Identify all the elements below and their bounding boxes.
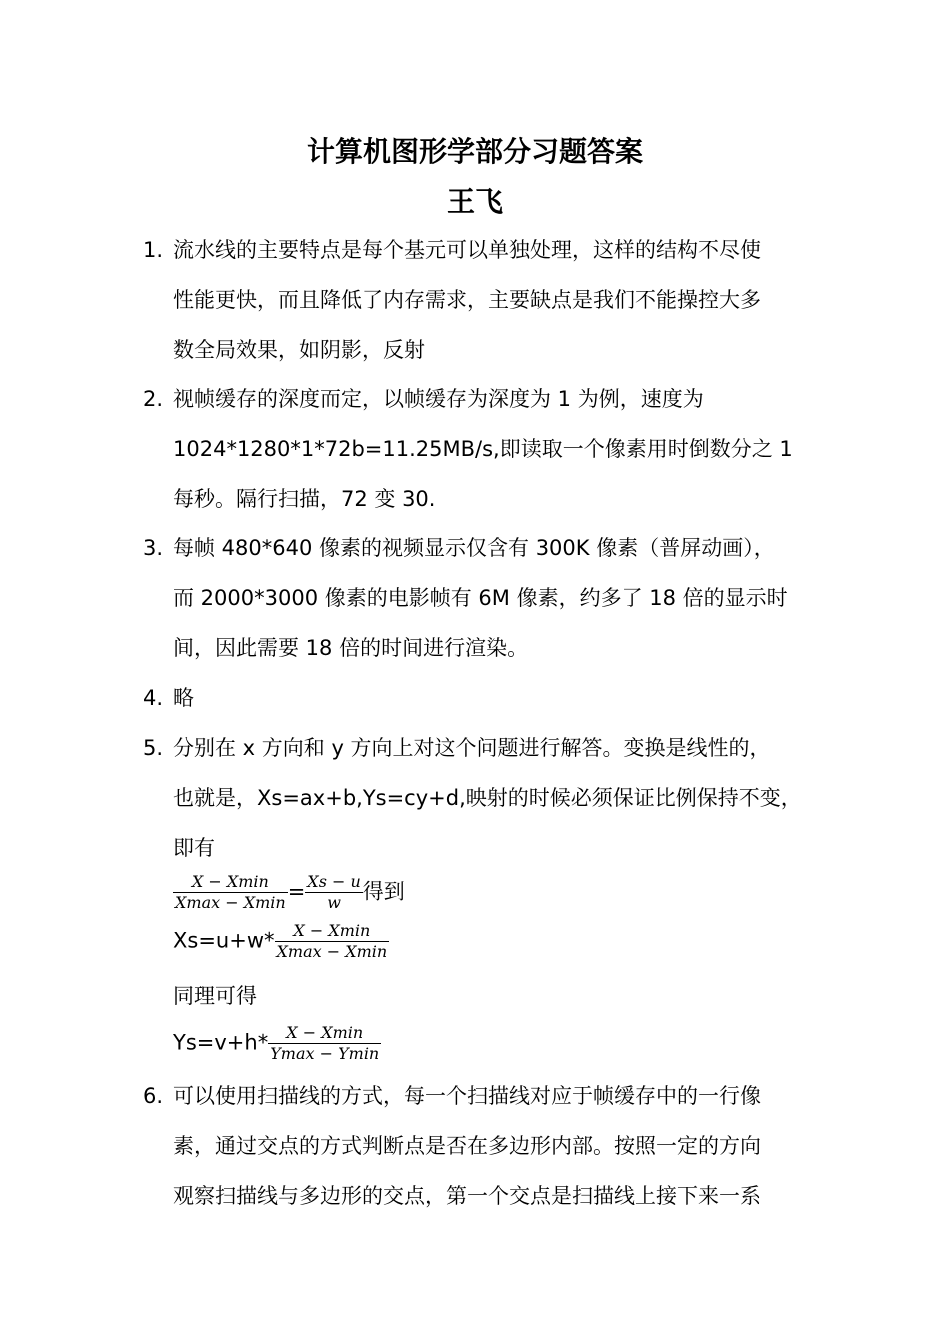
document-title: 计算机图形学部分习题答案 bbox=[306, 135, 643, 168]
item-text-line: 分别在 x 方向和 y 方向上对这个问题进行解答。变换是线性的， bbox=[173, 736, 771, 760]
item-text-line: 间，因此需要 18 倍的时间进行渲染。 bbox=[173, 636, 529, 660]
fraction-denominator: Xmax − Xmin bbox=[276, 942, 388, 961]
item-text-line: 1024*1280*1*72b=11.25MB/s,即读取一个像素用时倒数分之 1 bbox=[173, 437, 793, 461]
item-text-line: 每帧 480*640 像素的视频显示仅含有 300K 像素（普屏动画）， bbox=[173, 536, 775, 560]
item-text-line: 视帧缓存的深度而定，以帧缓存为深度为 1 为例，速度为 bbox=[173, 387, 704, 411]
fraction-denominator: w bbox=[327, 893, 341, 912]
equation-suffix: 得到 bbox=[362, 879, 405, 904]
fraction-denominator: Ymax − Ymin bbox=[270, 1044, 380, 1063]
equals-sign: = bbox=[287, 879, 306, 904]
fraction bbox=[268, 1023, 381, 1064]
item-text-line: 也就是，Xs=ax+b,Ys=cy+d,映射的时候必须保证比例保持不变， bbox=[173, 786, 802, 810]
fraction-numerator: X − Xmin bbox=[268, 1023, 381, 1044]
fraction-numerator: Xs − u bbox=[307, 872, 361, 891]
document-author: 王飞 bbox=[446, 185, 503, 218]
item-text-line: 而 2000*3000 像素的电影帧有 6M 像素，约多了 18 倍的显示时 bbox=[173, 586, 788, 610]
item-text-line: 性能更快，而且降低了内存需求，主要缺点是我们不能操控大多 bbox=[173, 288, 761, 312]
equation-xs bbox=[173, 921, 389, 962]
item-text-line: 素，通过交点的方式判断点是否在多边形内部。按照一定的方向 bbox=[173, 1134, 761, 1158]
item-text-line: 可以使用扫描线的方式，每一个扫描线对应于帧缓存中的一行像 bbox=[173, 1084, 761, 1108]
item-number: 2. bbox=[143, 387, 164, 411]
fraction-numerator: X − Xmin bbox=[173, 872, 288, 893]
item-text-line: 即有 bbox=[173, 836, 215, 860]
item-number: 6. bbox=[143, 1084, 164, 1108]
item-number: 1. bbox=[143, 238, 164, 262]
equation-prefix: Xs=u+w* bbox=[173, 928, 275, 953]
item-number: 3. bbox=[143, 536, 164, 560]
item-text-line: 略 bbox=[173, 686, 194, 710]
list-item bbox=[143, 723, 823, 1073]
equation-ratio bbox=[173, 872, 405, 913]
item-text-line: 每秒。隔行扫描，72 变 30. bbox=[173, 487, 436, 511]
fraction bbox=[173, 872, 288, 913]
item-text-line: 流水线的主要特点是每个基元可以单独处理，这样的结构不尽使 bbox=[173, 238, 761, 262]
equation-ys bbox=[173, 1023, 381, 1064]
fraction bbox=[275, 921, 390, 962]
fraction-numerator: X − Xmin bbox=[275, 921, 390, 942]
item-text-line: 数全局效果，如阴影，反射 bbox=[173, 338, 425, 362]
item-number: 5. bbox=[143, 736, 164, 760]
equation-prefix: Ys=v+h* bbox=[173, 1030, 269, 1055]
item-text-line: 同理可得 bbox=[173, 984, 257, 1008]
item-number: 4. bbox=[143, 686, 164, 710]
fraction-denominator: Xmax − Xmin bbox=[175, 893, 286, 912]
item-text-line: 观察扫描线与多边形的交点，第一个交点是扫描线上接下来一系 bbox=[173, 1184, 761, 1208]
fraction bbox=[305, 872, 362, 913]
